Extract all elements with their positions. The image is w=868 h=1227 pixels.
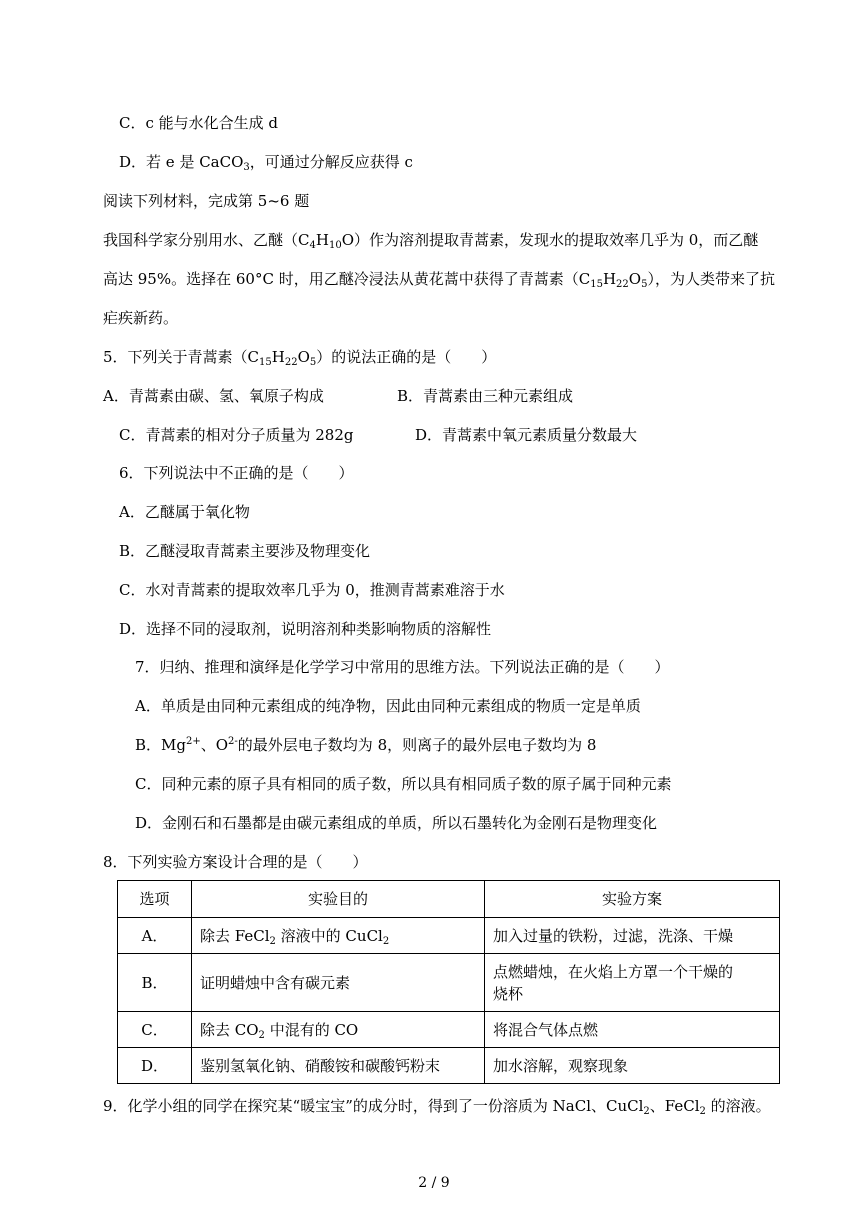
q4-option-d: D．若 e 是 CaCO$_3$，可通过分解反应获得 c [119,153,413,173]
q7-option-b: B．$Mg^{2+}$、$O^{2-}$的最外层电子数均为 8，则离子的最外层电子数均为 8 [135,736,597,754]
material-line-1: 我国科学家分别用水、乙醚$(C_4H_{10}O)$作为溶剂提取青蒿素，发现水的提取效率几乎为 0，而乙醚 [103,231,759,251]
q7-option-a: A．单质是由同种元素组成的纯净物，因此由同种元素组成的物质一定是单质 [135,697,641,715]
table-row [118,954,780,1012]
row-option: C． [118,1012,192,1048]
row-goal: 鉴别氢氧化钠、硝酸铵和碳酸钙粉末 [192,1048,485,1084]
q6-option-c: C．水对青蒿素的提取效率几乎为 0，推测青蒿素难溶于水 [119,581,505,599]
q5-option-d: D．青蒿素中氧元素质量分数最大 [415,426,638,444]
header-option: 选项 [118,881,192,918]
question-5: 5．下列关于青蒿素$(C_{15}H_{22}O_5)$的说法正确的是（ ） [103,348,497,368]
header-goal: 实验目的 [192,881,485,918]
q5-option-b: B．青蒿素由三种元素组成 [397,387,574,405]
row-goal: 除去 $CO_2$ 中混有的 CO [192,1012,485,1048]
material-line-2: 高达 95%。选择在 60°C 时，用乙醚冷浸法从黄花蒿中获得了青蒿素$(C_{15}H_{22}O_5)$，为人类带来了抗 [103,270,775,290]
table-header-row [118,881,780,918]
header-plan: 实验方案 [485,881,780,918]
row-plan: 加入过量的铁粉，过滤，洗涤、干燥 [485,918,780,954]
q6-option-b: B．乙醚浸取青蒿素主要涉及物理变化 [119,542,371,560]
row-option: A． [118,918,192,954]
q6-option-d: D．选择不同的浸取剂，说明溶剂种类影响物质的溶解性 [119,620,492,638]
page-number: 2 / 9 [418,1175,450,1191]
table-row [118,918,780,954]
q7-option-c: C．同种元素的原子具有相同的质子数，所以具有相同质子数的原子属于同种元素 [135,775,672,793]
question-6: 6．下列说法中不正确的是（ ） [119,464,354,482]
q5-option-c: C．青蒿素的相对分子质量为 282g [119,426,354,444]
row-plan: 将混合气体点燃 [485,1012,780,1048]
row-plan: 加水溶解，观察现象 [485,1048,780,1084]
question-7: 7．归纳、推理和演绎是化学学习中常用的思维方法。下列说法正确的是（ ） [135,658,670,676]
question-8: 8．下列实验方案设计合理的是（ ） [103,853,368,871]
table-row [118,1012,780,1048]
table-row [118,1048,780,1084]
row-option: B． [118,954,192,1012]
row-goal: 除去 FeCl$_2$ 溶液中的 CuCl$_2$ [192,918,485,954]
row-goal: 证明蜡烛中含有碳元素 [192,954,485,1012]
q6-option-a: A．乙醚属于氧化物 [119,503,250,521]
experiment-table [117,880,780,1084]
row-option: D． [118,1048,192,1084]
row-plan: 点燃蜡烛，在火焰上方罩一个干燥的 烧杯 [485,954,780,1012]
question-9: 9．化学小组的同学在探究某“暖宝宝”的成分时，得到了一份溶质为 NaCl、CuCl$_2$、FeCl$_2$ 的溶液。 [103,1097,771,1117]
reading-intro: 阅读下列材料，完成第 5~6 题 [103,192,310,210]
q5-option-a: A．青蒿素由碳、氢、氧原子构成 [103,387,324,405]
q7-option-d: D．金刚石和石墨都是由碳元素组成的单质，所以石墨转化为金刚石是物理变化 [135,814,658,832]
q4-option-c: C．c 能与水化合生成 d [119,114,279,132]
material-line-3: 疟疾新药。 [103,309,179,327]
